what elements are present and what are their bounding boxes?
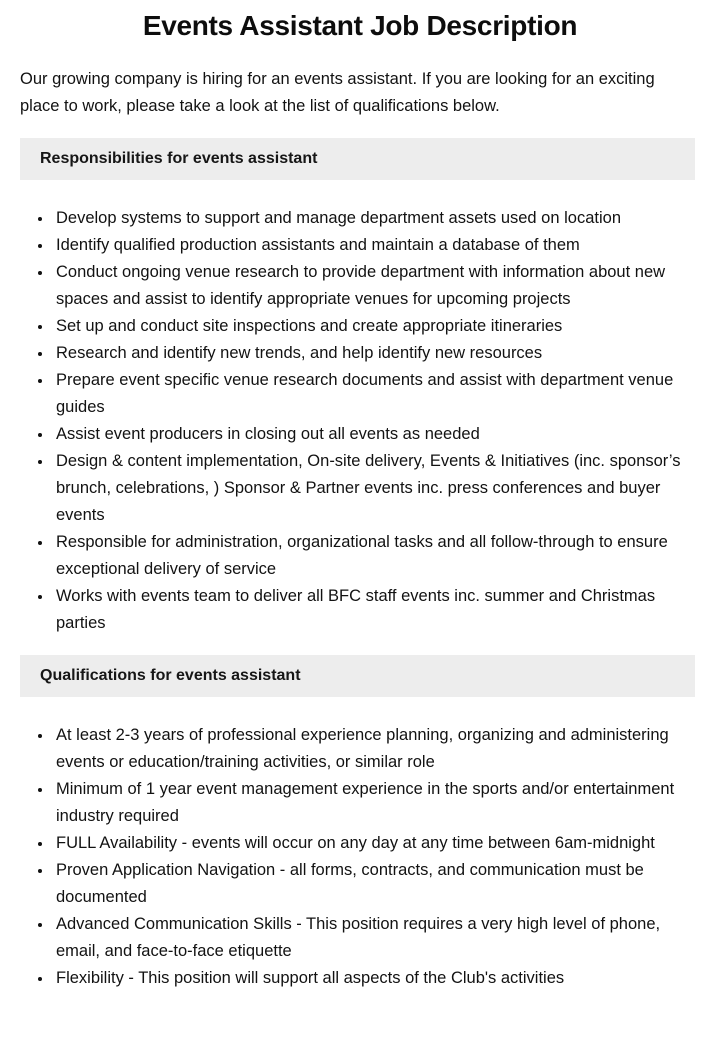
list-item: • Develop systems to support and manage department assets used on location <box>53 205 694 232</box>
list-item: • Assist event producers in closing out all events as needed <box>53 421 694 448</box>
list-item: • Advanced Communication Skills - This position requires a very high level of phone, email, and face-to-face etiquette <box>53 911 694 965</box>
responsibilities-list <box>20 205 694 637</box>
list-item: • FULL Availability - events will occur on any day at any time between 6am-midnight <box>53 830 694 857</box>
list-item: • Conduct ongoing venue research to provide department with information about new spaces and assist to identify appropriate venues for upcoming projects <box>53 259 694 313</box>
qualifications-list <box>20 722 694 992</box>
list-item: • Responsible for administration, organizational tasks and all follow-through to ensure exceptional delivery of service <box>53 529 694 583</box>
list-item: • Minimum of 1 year event management experience in the sports and/or entertainment industry required <box>53 776 694 830</box>
list-item: • Works with events team to deliver all BFC staff events inc. summer and Christmas parties <box>53 583 694 637</box>
section-header-qualifications <box>20 655 695 697</box>
list-item: • Identify qualified production assistants and maintain a database of them <box>53 232 694 259</box>
list-item: • At least 2-3 years of professional experience planning, organizing and administering events or education/training activities, or similar role <box>53 722 694 776</box>
list-item: • Proven Application Navigation - all forms, contracts, and communication must be documented <box>53 857 694 911</box>
list-item: • Set up and conduct site inspections and create appropriate itineraries <box>53 313 694 340</box>
page-title: Events Assistant Job Description <box>142 10 578 41</box>
list-item: • Flexibility - This position will support all aspects of the Club's activities <box>53 965 694 992</box>
list-item: • Research and identify new trends, and help identify new resources <box>53 340 694 367</box>
intro-paragraph: Our growing company is hiring for an events assistant. If you are looking for an exciting place to work, please take a look at the list of qualifications below. <box>20 70 655 115</box>
list-item: • Prepare event specific venue research documents and assist with department venue guides <box>53 367 694 421</box>
list-item: • Design & content implementation, On-site delivery, Events & Initiatives (inc. sponsor’s brunch, celebrations, ) Sponsor & Partner events inc. press conferences and buyer events <box>53 448 694 529</box>
section-header-responsibilities <box>20 138 695 180</box>
section-heading-text: Responsibilities for events assistant <box>40 150 318 167</box>
section-heading-text: Qualifications for events assistant <box>40 667 301 684</box>
